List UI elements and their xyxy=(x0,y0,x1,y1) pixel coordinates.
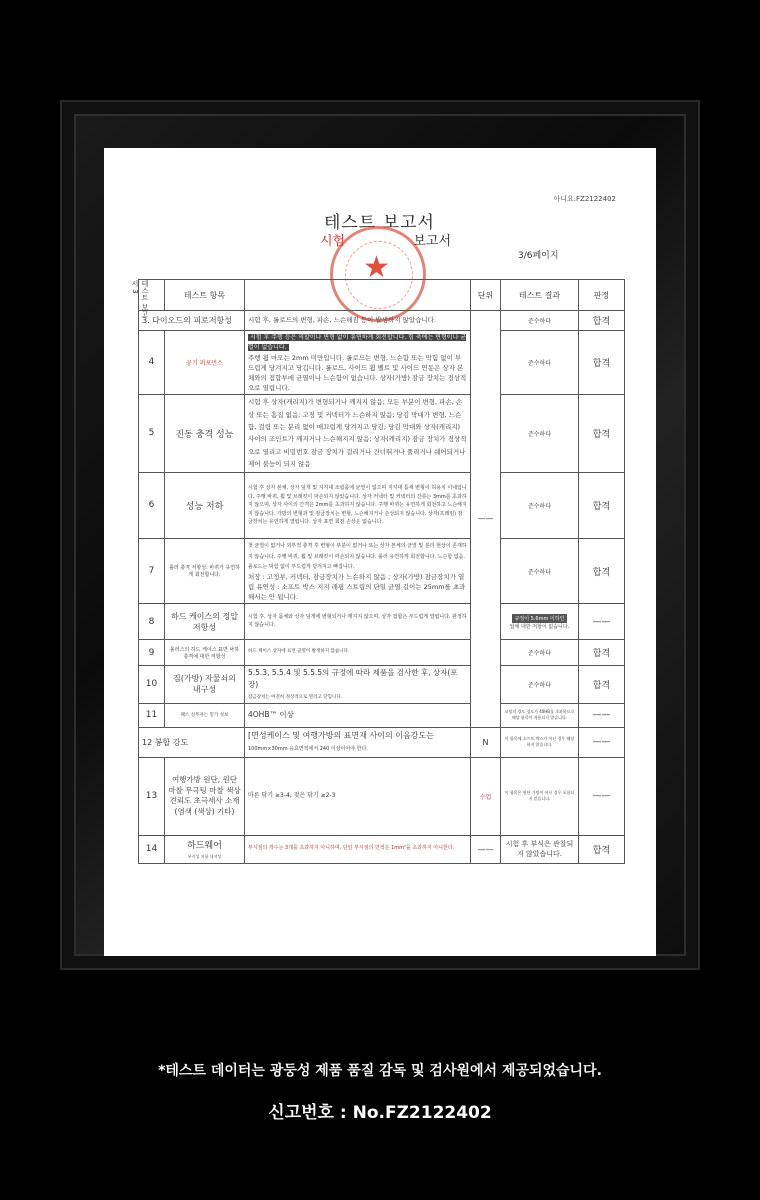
table-row xyxy=(139,311,625,331)
row-verdict: —— xyxy=(579,604,625,640)
row-number: 4 xyxy=(139,331,165,395)
row-verdict: 합격 xyxy=(579,472,625,538)
table-row xyxy=(139,640,625,666)
row-desc xyxy=(245,538,471,603)
row-desc: 시험 후 상자 본체, 상자 덮개 및 지지대 조립품에 균열이 없으며 지지대 틈새 변형이 허용치 이내입니다. 주행 바퀴, 휠 및 브래킷이 파손되지 않았습니다. 상자 커넥터 및 커넥터의 잔류는 3mm를 초과하지 않으며, 상자 사이의 간격은 2mm를 초과하지 않습니다. 주행 바퀴는 유연하게 회전하고 느슨해지지 않습니다. 가방의 변형과 및 잠금장치는 변형, 느슨해지거나 손상되지 않습니다. 상자(프레임) 잠금장치는 유연하게 열립니다. 상자 표면 회전 손상은 없습니다. xyxy=(245,472,471,538)
row-desc xyxy=(245,666,471,703)
row-item: 짐(가방) 자물쇠의 내구성 xyxy=(165,666,245,703)
row-unit: 수업 xyxy=(471,757,501,835)
subtitle-rest: 보고서 xyxy=(413,234,452,249)
star-icon: ★ xyxy=(363,250,390,285)
row-result: 준수하다 xyxy=(501,472,579,538)
row-item: 롤러스의 하드 케이스 표면 낙하 충격에 대한 저항성 xyxy=(165,640,245,666)
row-number: 5 xyxy=(139,394,165,472)
row-result: 준수하다 xyxy=(501,538,579,603)
row-result: 준수하다 xyxy=(501,394,579,472)
row-verdict: 합격 xyxy=(579,394,625,472)
test-results-table xyxy=(131,279,625,864)
row-result-text: 압에 대한 저항이 없습니다. xyxy=(509,623,570,630)
subtitle-red: 시험 xyxy=(320,234,346,249)
header-result: 테스트 결과 xyxy=(501,280,579,311)
table-row xyxy=(139,538,625,603)
table-row xyxy=(139,835,625,863)
row-item-label: 하드웨어 xyxy=(187,841,222,851)
row-result: 이 항목은 원단 가방이 아닌 경우 포함되지 않습니다. xyxy=(501,757,579,835)
table-row xyxy=(139,757,625,835)
row-desc-text: 첫 균열이 없거나 외부적 충격 후 변형이 부분이 없거나 또는 상자 본체의 균열 및 분리 현상이 존재하지 않습니다. 주행 바퀴, 휠 및 브래킷이 파손되지 않습니다. 롤러 유연하게 회전합니다. 느슨함 없음. 롤로드는 막힘 없이 부드럽게 당겨지고 빠집니다. xyxy=(248,542,467,571)
table-row xyxy=(139,331,625,395)
row-item-label: 봉합 강도 xyxy=(154,737,189,747)
row-number: 11 xyxy=(139,703,165,727)
row-desc-text: 주행 휠 마모는 2mm 미만입니다. 롤로드는 변형, 느슨함 또는 막힘 없이 부드럽게 당겨지고 당깁니다. 롤로드, 사이드 휠 벨트 및 사이드 연동은 상자 본체와의 접합부에 균열이나 느슨함이 없습니다. 상자(가방) 잠금 장치는 정상적으로 열립니다. xyxy=(248,353,467,392)
row-item: 패스 실무자는 밀가 성보 xyxy=(165,703,245,727)
table-row xyxy=(139,703,625,727)
row-result-highlight: 규정이 5.6mm 이하인 xyxy=(512,614,568,623)
row-desc-text: 100mm×30mm 유효면적에서 240 이상이어야 한다. xyxy=(248,745,368,752)
row-result: 준수하다 xyxy=(501,666,579,703)
row-item xyxy=(139,727,245,757)
row-desc: 시험 후 상자(캐리지)가 변형되거나 깨지지 않음; 모든 부분이 변형, 파손, 손상 또는 흠집 없음; 고정 및 커넥터가 느슨하지 않음; 당김 막대가 변형, 느슨함, 걸림 또는 분리 없이 매끄럽게 당겨지고 당김; 당김 막대와 상자(캐리지) 사이의 조인트가 깨지거나 느슨해지지 않음; 상자(캐리지) 잠금 장치가 정상적으로 열리고 비밀번호 잠금 장치가 걸리거나 건너뛰거나 풀리거나 쉐어되거나 제어 불능이 되지 않음 xyxy=(245,394,471,472)
row-desc-highlight: 시험 후 주행 등은 역할이나 변형 없이 유연하게 회전합니다. 힘 축에는 변형이나 균열이 없습니다. xyxy=(248,334,467,352)
row-unit: —— xyxy=(471,835,501,863)
row-verdict: 합격 xyxy=(579,666,625,703)
row-desc-text-2: 처장 : 고정부, 커넥터, 잠금장치가 느슨하지 않음 ; 상자(가방) 잠금장치가 열림 유연성 : 소프트 박스 지지 래핑 스트립의 단일 균열 길이는 25mm를 초과해서는 안 됩니다. xyxy=(248,573,466,602)
row-desc xyxy=(245,727,471,757)
row-item: 롤러 충격 저항성: 바퀴가 유연하게 회전합니다. xyxy=(165,538,245,603)
row-desc-text: 잠금장치는 여전히 정상적으로 열리고 닫힙니다. xyxy=(248,694,343,700)
row-unit: N xyxy=(471,727,501,757)
page-number: 3/6페이지 xyxy=(518,251,559,261)
report-title: 테스트 보고서 xyxy=(324,213,435,233)
header-unit: 단위 xyxy=(471,280,501,311)
row-item-sub: 부식성 저항 내식성 xyxy=(187,854,222,859)
row-number: 8 xyxy=(139,604,165,640)
row-desc: 하드 케이스 상자에 표면 균열이 발생하지 않습니다. xyxy=(245,640,471,666)
data-source-caption: *테스트 데이터는 광둥성 제품 품질 감독 및 검사원에서 제공되었습니다. xyxy=(158,1063,602,1079)
row-verdict: 합격 xyxy=(579,331,625,395)
row-item: 3. 다이오드의 피로저항성 xyxy=(139,311,245,331)
row-result: 준수하다 xyxy=(501,640,579,666)
row-desc: 4OHB™ 이상 xyxy=(245,703,471,727)
side-tab: 테스트 보고서 3 xyxy=(131,280,149,318)
row-desc: 시험 후, 롤로드의 변형, 파손, 느슨해짐 등이 발생하지 않았습니다. xyxy=(245,311,471,331)
table-row xyxy=(139,472,625,538)
row-desc-main: 5.5.3, 5.5.4 및 5.5.5의 규정에 따라 제품을 검사한 후, 상자(포장) xyxy=(248,668,458,689)
row-number: 12 xyxy=(142,737,153,747)
row-item: 여행가방 원단, 원단 마찰 무극팅 마찰 색상 견뢰도 초극세사 소재 (염색 (색상) 기타) xyxy=(165,757,245,835)
row-desc: 부식점의 개수는 3개를 초과하지 아니하며, 단일 부식점의 면적은 1mm²을 초과하지 아니한다. xyxy=(245,835,471,863)
row-desc: 마른 닦기 ≥3-4, 젖은 닦기 ≥2-3 xyxy=(245,757,471,835)
table-header-row xyxy=(139,280,625,311)
row-verdict: —— xyxy=(579,703,625,727)
row-result: 준수하다 xyxy=(501,311,579,331)
row-number: 13 xyxy=(139,757,165,835)
row-number: 6 xyxy=(139,472,165,538)
header-verdict: 판정 xyxy=(579,280,625,311)
table-row xyxy=(139,604,625,640)
report-number-caption: 신고번호 : No.FZ2122402 xyxy=(268,1103,492,1123)
row-result: 이 항목에 소프트 박스가 아닌 경우 해당하지 않습니다. xyxy=(501,727,579,757)
table-row xyxy=(139,666,625,703)
header-item: 테스트 항목 xyxy=(165,280,245,311)
row-verdict: 합격 xyxy=(579,835,625,863)
row-verdict: 합격 xyxy=(579,311,625,331)
row-result xyxy=(501,604,579,640)
row-item: 진동 충격 성능 xyxy=(165,394,245,472)
row-number: 14 xyxy=(139,835,165,863)
row-result: 시험 후 부식은 관찰되지 않았습니다. xyxy=(501,835,579,863)
row-number: 7 xyxy=(139,538,165,603)
row-verdict: 합격 xyxy=(579,640,625,666)
row-result: 준수하다 xyxy=(501,331,579,395)
row-desc xyxy=(245,331,471,395)
row-verdict: —— xyxy=(579,727,625,757)
row-item: 성능 저하 xyxy=(165,472,245,538)
row-item: 하드 케이스의 정압 저항성 xyxy=(165,604,245,640)
row-desc-main: [면성케이스 및 여행가방의 표면재 사이의 이음강도는 xyxy=(248,731,434,741)
row-verdict: 합격 xyxy=(579,538,625,603)
row-item xyxy=(165,835,245,863)
row-number: 10 xyxy=(139,666,165,703)
row-result: 코팅의 경도 경도가 40HB를 초과하므로 해당 항목이 적용되지 않습니다. xyxy=(501,703,579,727)
merged-unit: —— xyxy=(471,311,501,728)
table-row xyxy=(139,394,625,472)
table-row xyxy=(139,727,625,757)
row-verdict: —— xyxy=(579,757,625,835)
row-desc: 시험 후, 상자 몸체와 상자 덮개에 변형되거나 깨지지 않으며, 상자 접합은 부드럽게 열립니다. 판정하지 않습니다. xyxy=(245,604,471,640)
report-page xyxy=(104,148,656,956)
document-number: 아니요.FZ2122402 xyxy=(553,195,616,203)
row-number: 9 xyxy=(139,640,165,666)
row-item: 공기 퍼포먼스 xyxy=(165,331,245,395)
